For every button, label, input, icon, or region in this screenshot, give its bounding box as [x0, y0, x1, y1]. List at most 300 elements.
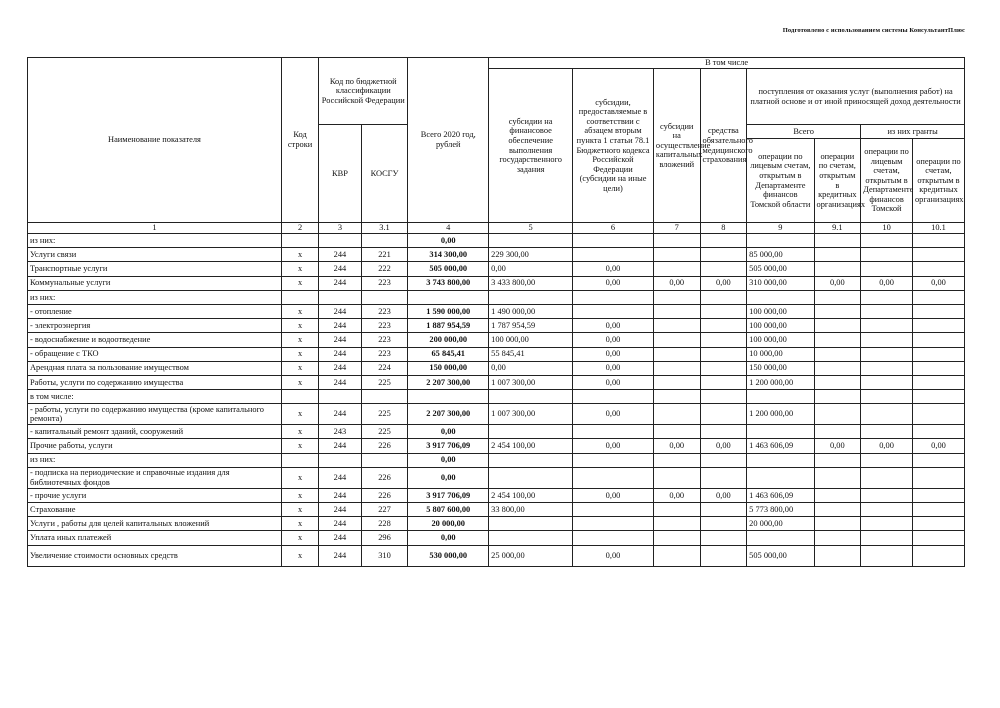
row-total: 20 000,00 [408, 517, 489, 531]
row-col-7 [653, 453, 700, 467]
row-col-8: 0,00 [700, 439, 747, 453]
row-kosgu [361, 290, 408, 304]
row-col-6 [573, 234, 654, 248]
row-col-10-1 [912, 234, 964, 248]
table-row [28, 262, 965, 276]
row-col-5: 33 800,00 [489, 503, 573, 517]
row-col-9-1 [814, 375, 861, 389]
row-col-8 [700, 304, 747, 318]
row-kosgu: 225 [361, 404, 408, 425]
row-kvr: 244 [319, 248, 361, 262]
row-code: х [281, 425, 318, 439]
header-col-10: операции по лицевым счетам, открытым в Департаменте финансов Томской [861, 139, 913, 223]
row-col-10 [861, 262, 913, 276]
row-col-9-1 [814, 390, 861, 404]
row-col-8 [700, 347, 747, 361]
row-col-10-1 [912, 531, 964, 545]
row-code: х [281, 488, 318, 502]
row-col-10 [861, 503, 913, 517]
row-col-6: 0,00 [573, 262, 654, 276]
row-col-5 [489, 290, 573, 304]
row-col-6: 0,00 [573, 276, 654, 290]
row-col-10-1 [912, 453, 964, 467]
financial-table [27, 57, 965, 567]
row-col-9 [747, 425, 814, 439]
row-col-9-1 [814, 234, 861, 248]
row-total: 0,00 [408, 453, 489, 467]
row-kvr [319, 290, 361, 304]
row-col-10-1 [912, 467, 964, 488]
row-col-8 [700, 453, 747, 467]
row-col-8 [700, 333, 747, 347]
col-num: 9 [747, 223, 814, 234]
row-col-10 [861, 425, 913, 439]
row-col-9: 505 000,00 [747, 262, 814, 276]
row-col-9: 310 000,00 [747, 276, 814, 290]
row-col-8: 0,00 [700, 276, 747, 290]
row-kvr: 244 [319, 375, 361, 389]
row-code: х [281, 545, 318, 566]
row-total: 0,00 [408, 467, 489, 488]
row-col-5: 229 300,00 [489, 248, 573, 262]
header-kosgu: КОСГУ [361, 125, 408, 223]
row-kvr [319, 453, 361, 467]
row-col-6 [573, 248, 654, 262]
row-col-10 [861, 347, 913, 361]
row-col-9-1: 0,00 [814, 276, 861, 290]
row-col-9: 100 000,00 [747, 319, 814, 333]
row-col-9-1 [814, 319, 861, 333]
table-row [28, 375, 965, 389]
header-subsidy-task: субсидии на финансовое обеспечение выполнения государственного задания [489, 69, 573, 223]
row-total: 2 207 300,00 [408, 404, 489, 425]
row-total: 5 807 600,00 [408, 503, 489, 517]
table-row [28, 425, 965, 439]
row-col-7 [653, 390, 700, 404]
row-col-10-1 [912, 503, 964, 517]
table-row [28, 404, 965, 425]
row-col-5 [489, 531, 573, 545]
row-total: 1 590 000,00 [408, 304, 489, 318]
table-row [28, 488, 965, 502]
row-col-5: 25 000,00 [489, 545, 573, 566]
row-col-9 [747, 531, 814, 545]
header-note: Подготовлено с использованием системы КонсультантПлюс [782, 27, 965, 34]
row-kvr: 244 [319, 488, 361, 502]
row-col-10-1 [912, 319, 964, 333]
row-col-5 [489, 453, 573, 467]
row-name: - электроэнергия [28, 319, 282, 333]
row-col-9: 1 200 000,00 [747, 404, 814, 425]
row-col-10 [861, 375, 913, 389]
row-name: Коммунальные услуги [28, 276, 282, 290]
row-kvr: 244 [319, 439, 361, 453]
row-col-5: 55 845,41 [489, 347, 573, 361]
row-col-10 [861, 319, 913, 333]
row-col-8: 0,00 [700, 488, 747, 502]
row-col-10-1 [912, 488, 964, 502]
row-col-9-1 [814, 290, 861, 304]
row-col-5 [489, 390, 573, 404]
row-col-8 [700, 545, 747, 566]
table-row [28, 545, 965, 566]
row-name: - обращение с ТКО [28, 347, 282, 361]
row-name: из них: [28, 234, 282, 248]
col-num: 3.1 [361, 223, 408, 234]
row-kosgu: 225 [361, 375, 408, 389]
row-kvr: 243 [319, 425, 361, 439]
row-name: - работы, услуги по содержанию имущества (кроме капитального ремонта) [28, 404, 282, 425]
row-col-10 [861, 234, 913, 248]
row-kvr: 244 [319, 276, 361, 290]
row-col-9-1 [814, 425, 861, 439]
row-col-8 [700, 361, 747, 375]
row-col-10 [861, 531, 913, 545]
row-col-6 [573, 425, 654, 439]
row-col-7 [653, 347, 700, 361]
row-name: - прочие услуги [28, 488, 282, 502]
table-row [28, 517, 965, 531]
row-kosgu: 223 [361, 276, 408, 290]
row-col-6 [573, 517, 654, 531]
row-col-9-1 [814, 304, 861, 318]
row-total: 150 000,00 [408, 361, 489, 375]
header-col-9-1: операции по счетам, открытым в кредитных организациях [814, 139, 861, 223]
row-code: х [281, 467, 318, 488]
col-num: 5 [489, 223, 573, 234]
row-col-9: 20 000,00 [747, 517, 814, 531]
row-code: х [281, 319, 318, 333]
row-col-10-1 [912, 517, 964, 531]
row-name: из них: [28, 290, 282, 304]
row-kosgu [361, 390, 408, 404]
header-col-10-1: операции по счетам, открытым в кредитных организациях [912, 139, 964, 223]
row-col-10 [861, 361, 913, 375]
row-col-6: 0,00 [573, 545, 654, 566]
header-budget-code: Код по бюджетной классификации Российской Федерации [319, 58, 408, 125]
row-code [281, 234, 318, 248]
row-col-7 [653, 531, 700, 545]
row-total: 2 207 300,00 [408, 375, 489, 389]
table-row [28, 453, 965, 467]
table-row [28, 390, 965, 404]
row-kosgu: 223 [361, 347, 408, 361]
row-col-7 [653, 333, 700, 347]
row-kosgu: 226 [361, 439, 408, 453]
row-col-6: 0,00 [573, 488, 654, 502]
row-kosgu [361, 453, 408, 467]
col-num: 1 [28, 223, 282, 234]
row-total: 314 300,00 [408, 248, 489, 262]
row-col-9-1 [814, 361, 861, 375]
row-name: Арендная плата за пользование имуществом [28, 361, 282, 375]
col-num: 10 [861, 223, 913, 234]
row-kvr: 244 [319, 347, 361, 361]
row-name: Работы, услуги по содержанию имущества [28, 375, 282, 389]
row-col-9-1 [814, 248, 861, 262]
row-code [281, 290, 318, 304]
row-col-8 [700, 517, 747, 531]
row-col-7 [653, 545, 700, 566]
row-col-7 [653, 290, 700, 304]
row-total: 1 887 954,59 [408, 319, 489, 333]
row-kosgu: 228 [361, 517, 408, 531]
row-name: - отопление [28, 304, 282, 318]
row-kvr: 244 [319, 531, 361, 545]
row-col-9-1 [814, 531, 861, 545]
row-name: Услуги , работы для целей капитальных вложений [28, 517, 282, 531]
col-num: 3 [319, 223, 361, 234]
row-kvr: 244 [319, 517, 361, 531]
header-subsidy-capital: субсидии на осуществление капитальных вложений [653, 69, 700, 223]
row-kvr [319, 390, 361, 404]
header-including: В том числе [489, 58, 965, 69]
row-code: х [281, 276, 318, 290]
table-row [28, 361, 965, 375]
row-col-5: 3 433 800,00 [489, 276, 573, 290]
row-code: х [281, 347, 318, 361]
row-col-6 [573, 304, 654, 318]
row-code: х [281, 375, 318, 389]
row-col-9 [747, 467, 814, 488]
row-col-6: 0,00 [573, 361, 654, 375]
row-col-8 [700, 234, 747, 248]
row-col-9-1 [814, 404, 861, 425]
row-col-10 [861, 453, 913, 467]
header-grants: из них гранты [861, 125, 965, 139]
table-row [28, 467, 965, 488]
row-col-9 [747, 234, 814, 248]
row-col-10 [861, 545, 913, 566]
table-row [28, 503, 965, 517]
row-col-5: 1 787 954,59 [489, 319, 573, 333]
row-name: из них: [28, 453, 282, 467]
table-row [28, 234, 965, 248]
row-col-7 [653, 425, 700, 439]
row-col-7 [653, 304, 700, 318]
row-col-6 [573, 290, 654, 304]
row-col-10 [861, 488, 913, 502]
row-name: Услуги связи [28, 248, 282, 262]
row-code: х [281, 503, 318, 517]
row-col-9-1 [814, 467, 861, 488]
table-row [28, 304, 965, 318]
row-col-8 [700, 531, 747, 545]
row-kvr: 244 [319, 333, 361, 347]
row-col-8 [700, 425, 747, 439]
header-total: Всего 2020 год, рублей [408, 58, 489, 223]
row-col-9: 150 000,00 [747, 361, 814, 375]
row-col-10-1 [912, 347, 964, 361]
row-kosgu: 225 [361, 425, 408, 439]
row-kosgu: 226 [361, 467, 408, 488]
row-col-10-1 [912, 425, 964, 439]
header-kvr: КВР [319, 125, 361, 223]
row-col-10-1 [912, 248, 964, 262]
header-subsidy-781: субсидии, предоставляемые в соответствии с абзацем вторым пункта 1 статьи 78.1 Бюджетного кодекса Российской Федерации (субсидии на иные цели) [573, 69, 654, 223]
col-num: 9.1 [814, 223, 861, 234]
row-col-10 [861, 304, 913, 318]
row-total: 3 743 800,00 [408, 276, 489, 290]
row-kosgu: 224 [361, 361, 408, 375]
row-code: х [281, 333, 318, 347]
col-num: 10.1 [912, 223, 964, 234]
row-total [408, 290, 489, 304]
row-col-9: 1 463 606,09 [747, 439, 814, 453]
row-col-9-1 [814, 347, 861, 361]
row-col-5: 2 454 100,00 [489, 488, 573, 502]
row-col-10-1 [912, 361, 964, 375]
row-col-5 [489, 234, 573, 248]
row-total: 530 000,00 [408, 545, 489, 566]
row-col-7: 0,00 [653, 276, 700, 290]
row-col-9-1 [814, 262, 861, 276]
header-total-sub: Всего [747, 125, 861, 139]
row-col-9-1 [814, 545, 861, 566]
row-col-10-1 [912, 545, 964, 566]
row-col-8 [700, 248, 747, 262]
row-kosgu [361, 234, 408, 248]
row-col-6 [573, 503, 654, 517]
row-col-6: 0,00 [573, 333, 654, 347]
row-col-5: 100 000,00 [489, 333, 573, 347]
row-col-8 [700, 390, 747, 404]
row-name: - капитальный ремонт зданий, сооружений [28, 425, 282, 439]
row-col-9-1 [814, 517, 861, 531]
row-col-10 [861, 467, 913, 488]
row-col-5: 0,00 [489, 361, 573, 375]
row-col-6: 0,00 [573, 375, 654, 389]
row-kosgu: 223 [361, 333, 408, 347]
row-col-9 [747, 390, 814, 404]
row-total: 0,00 [408, 234, 489, 248]
header-oms: средства обязательного медицинского страхования [700, 69, 747, 223]
row-col-6 [573, 531, 654, 545]
row-col-7 [653, 503, 700, 517]
table-row [28, 290, 965, 304]
col-num: 7 [653, 223, 700, 234]
header-row-code: Код строки [281, 58, 318, 223]
table-row [28, 439, 965, 453]
row-code: х [281, 517, 318, 531]
row-col-9-1 [814, 488, 861, 502]
row-col-10-1: 0,00 [912, 276, 964, 290]
col-num: 4 [408, 223, 489, 234]
row-col-10 [861, 404, 913, 425]
row-kosgu: 223 [361, 304, 408, 318]
row-total [408, 390, 489, 404]
row-col-10: 0,00 [861, 439, 913, 453]
row-col-6 [573, 390, 654, 404]
row-col-7 [653, 319, 700, 333]
row-kvr: 244 [319, 404, 361, 425]
row-col-10-1 [912, 404, 964, 425]
row-col-5: 1 490 000,00 [489, 304, 573, 318]
row-col-10-1 [912, 333, 964, 347]
row-kosgu: 296 [361, 531, 408, 545]
row-col-9: 10 000,00 [747, 347, 814, 361]
row-col-5 [489, 467, 573, 488]
header-name: Наименование показателя [28, 58, 282, 223]
row-col-9: 100 000,00 [747, 333, 814, 347]
row-col-7 [653, 361, 700, 375]
row-code [281, 453, 318, 467]
row-kvr [319, 234, 361, 248]
row-col-10: 0,00 [861, 276, 913, 290]
table-row [28, 276, 965, 290]
table-row [28, 319, 965, 333]
header-col-9: операции по лицевым счетам, открытым в Департаменте финансов Томской области [747, 139, 814, 223]
row-kosgu: 221 [361, 248, 408, 262]
row-kosgu: 227 [361, 503, 408, 517]
row-col-7 [653, 234, 700, 248]
row-col-5 [489, 425, 573, 439]
row-col-5: 2 454 100,00 [489, 439, 573, 453]
row-kosgu: 223 [361, 319, 408, 333]
row-col-9: 5 773 800,00 [747, 503, 814, 517]
col-num: 2 [281, 223, 318, 234]
row-col-8 [700, 290, 747, 304]
row-col-8 [700, 503, 747, 517]
row-col-7 [653, 467, 700, 488]
row-col-6: 0,00 [573, 347, 654, 361]
row-col-6 [573, 467, 654, 488]
row-col-9-1 [814, 453, 861, 467]
row-col-10-1 [912, 375, 964, 389]
row-col-6: 0,00 [573, 319, 654, 333]
table-row [28, 531, 965, 545]
row-name: Страхование [28, 503, 282, 517]
row-name: Транспортные услуги [28, 262, 282, 276]
row-col-6: 0,00 [573, 439, 654, 453]
row-col-9-1 [814, 333, 861, 347]
row-col-7: 0,00 [653, 439, 700, 453]
row-kvr: 244 [319, 361, 361, 375]
row-col-7 [653, 262, 700, 276]
row-col-9: 85 000,00 [747, 248, 814, 262]
row-col-9: 100 000,00 [747, 304, 814, 318]
table-body [28, 234, 965, 567]
row-code [281, 390, 318, 404]
row-col-10-1 [912, 304, 964, 318]
row-kosgu: 310 [361, 545, 408, 566]
row-code: х [281, 262, 318, 276]
row-col-8 [700, 375, 747, 389]
row-code: х [281, 439, 318, 453]
table-row [28, 333, 965, 347]
row-col-10 [861, 248, 913, 262]
row-col-7 [653, 248, 700, 262]
row-total: 3 917 706,09 [408, 439, 489, 453]
row-name: в том числе: [28, 390, 282, 404]
row-col-10 [861, 390, 913, 404]
row-col-6 [573, 453, 654, 467]
row-col-10 [861, 333, 913, 347]
row-col-9: 1 200 000,00 [747, 375, 814, 389]
row-col-5: 1 007 300,00 [489, 404, 573, 425]
table-row [28, 248, 965, 262]
row-col-10-1 [912, 262, 964, 276]
row-col-8 [700, 467, 747, 488]
row-total: 0,00 [408, 425, 489, 439]
header-income: поступления от оказания услуг (выполнения работ) на платной основе и от иной приносящей доход деятельности [747, 69, 965, 125]
row-name: Уплата иных платежей [28, 531, 282, 545]
row-code: х [281, 248, 318, 262]
row-code: х [281, 531, 318, 545]
row-kosgu: 226 [361, 488, 408, 502]
col-num: 8 [700, 223, 747, 234]
row-col-7 [653, 375, 700, 389]
